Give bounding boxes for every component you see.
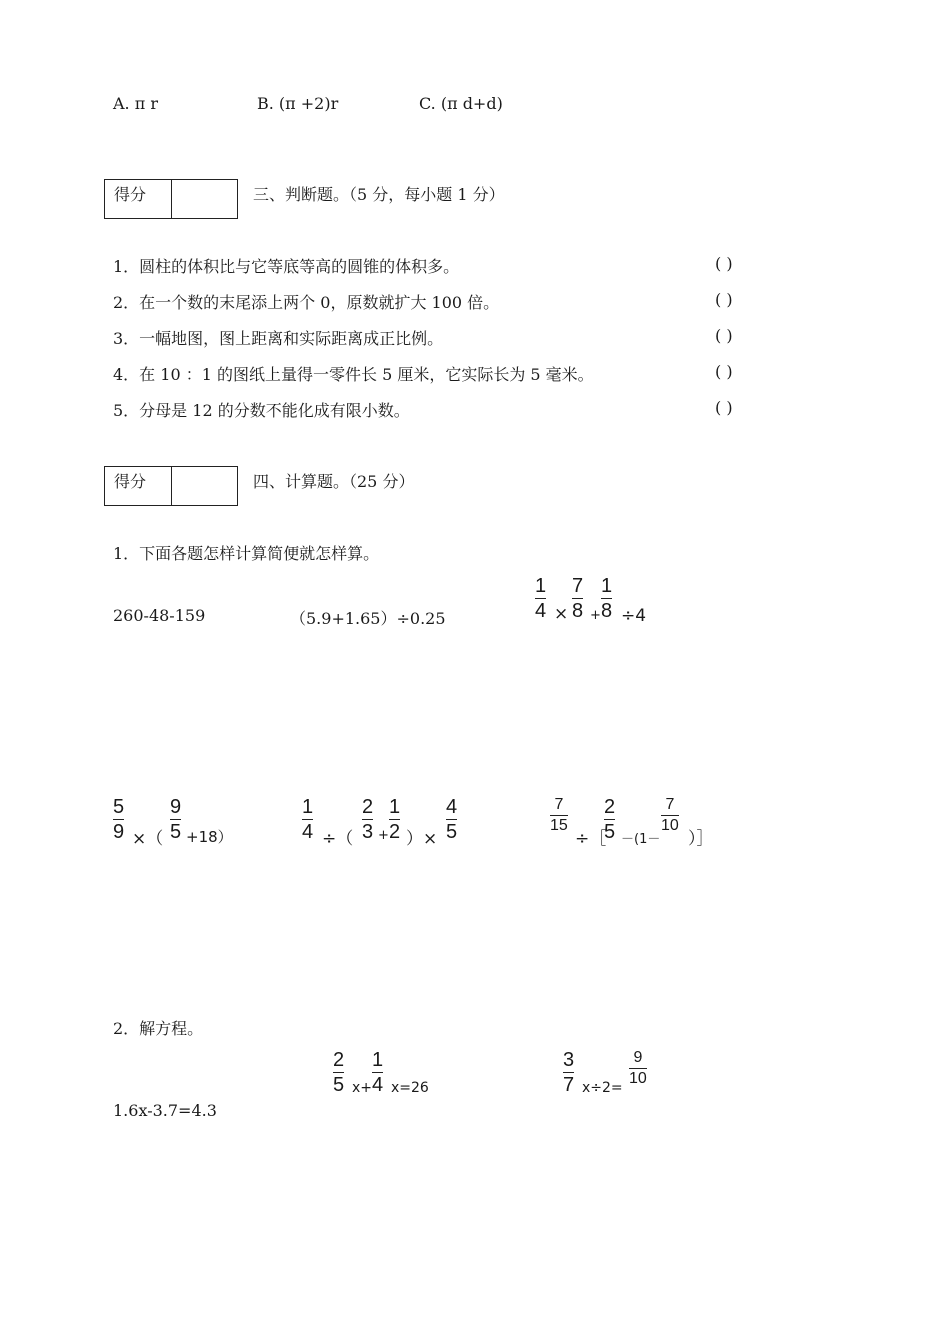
q2-instruction: 2．解方程。 bbox=[113, 1019, 204, 1038]
score-box-section4 bbox=[104, 466, 238, 506]
equation-1: 1.6x-3.7=4.3 bbox=[113, 1101, 217, 1120]
score-box-section3 bbox=[104, 179, 238, 219]
fraction: 1 4 bbox=[302, 796, 314, 843]
expr-1: 260-48-159 bbox=[113, 606, 206, 625]
section3-title: 三、判断题。（5 分，每小题 1 分） bbox=[253, 185, 505, 204]
fraction: 2 3 bbox=[362, 796, 374, 843]
expr-tail: ÷4 bbox=[621, 606, 647, 626]
operator: ）× bbox=[406, 829, 438, 849]
fraction: 5 9 bbox=[113, 796, 125, 843]
answer-blank-2[interactable]: ( ) bbox=[715, 290, 733, 309]
score-label: 得分 bbox=[114, 185, 147, 204]
fraction: 4 5 bbox=[446, 796, 458, 843]
operator: ÷［ bbox=[575, 829, 607, 849]
operator: x÷2= bbox=[582, 1080, 623, 1096]
expr-tail: +18） bbox=[186, 828, 233, 846]
judge-item-5: 5．分母是 12 的分数不能化成有限小数。 bbox=[113, 401, 410, 420]
operator: x+ bbox=[352, 1080, 373, 1096]
judge-item-3: 3．一幅地图，图上距离和实际距离成正比例。 bbox=[113, 329, 444, 348]
fraction: 7 10 bbox=[661, 796, 679, 834]
choice-b: B. (π +2)r bbox=[257, 94, 339, 113]
plus-operator: + bbox=[590, 608, 601, 623]
judge-item-4: 4．在 10 ：1 的图纸上量得一零件长 5 厘米，它实际长为 5 毫米。 bbox=[113, 365, 594, 384]
fraction: 2 5 bbox=[333, 1049, 345, 1096]
fraction: 7 8 bbox=[572, 575, 584, 622]
section4-title: 四、计算题。（25 分） bbox=[253, 472, 415, 491]
choice-c: C. (π d+d) bbox=[419, 94, 503, 113]
times-operator: × bbox=[554, 604, 569, 624]
plus-operator: + bbox=[378, 828, 389, 843]
answer-blank-4[interactable]: ( ) bbox=[715, 362, 733, 381]
choice-a: A. π r bbox=[113, 94, 158, 113]
score-label: 得分 bbox=[114, 472, 147, 491]
expr-tail: ）］ bbox=[688, 829, 714, 849]
answer-blank-3[interactable]: ( ) bbox=[715, 326, 733, 345]
operator: －(1－ bbox=[621, 832, 661, 847]
fraction: 2 5 bbox=[604, 796, 616, 843]
fraction: 1 4 bbox=[372, 1049, 384, 1096]
fraction: 1 2 bbox=[389, 796, 401, 843]
answer-blank-5[interactable]: ( ) bbox=[715, 398, 733, 417]
operator: ×（ bbox=[132, 829, 164, 849]
fraction: 9 10 bbox=[629, 1049, 647, 1087]
judge-item-1: 1．圆柱的体积比与它等底等高的圆锥的体积多。 bbox=[113, 257, 460, 276]
expr-2: （5.9+1.65）÷0.25 bbox=[290, 609, 446, 628]
fraction: 3 7 bbox=[563, 1049, 575, 1096]
fraction: 1 4 bbox=[535, 575, 547, 622]
operator: ÷（ bbox=[322, 829, 354, 849]
answer-blank-1[interactable]: ( ) bbox=[715, 254, 733, 273]
fraction: 9 5 bbox=[170, 796, 182, 843]
fraction: 1 8 bbox=[601, 575, 613, 622]
equation-tail: x=26 bbox=[391, 1080, 429, 1096]
fraction: 7 15 bbox=[550, 796, 568, 834]
judge-item-2: 2．在一个数的末尾添上两个 0，原数就扩大 100 倍。 bbox=[113, 293, 500, 312]
q1-instruction: 1．下面各题怎样计算简便就怎样算。 bbox=[113, 544, 380, 563]
